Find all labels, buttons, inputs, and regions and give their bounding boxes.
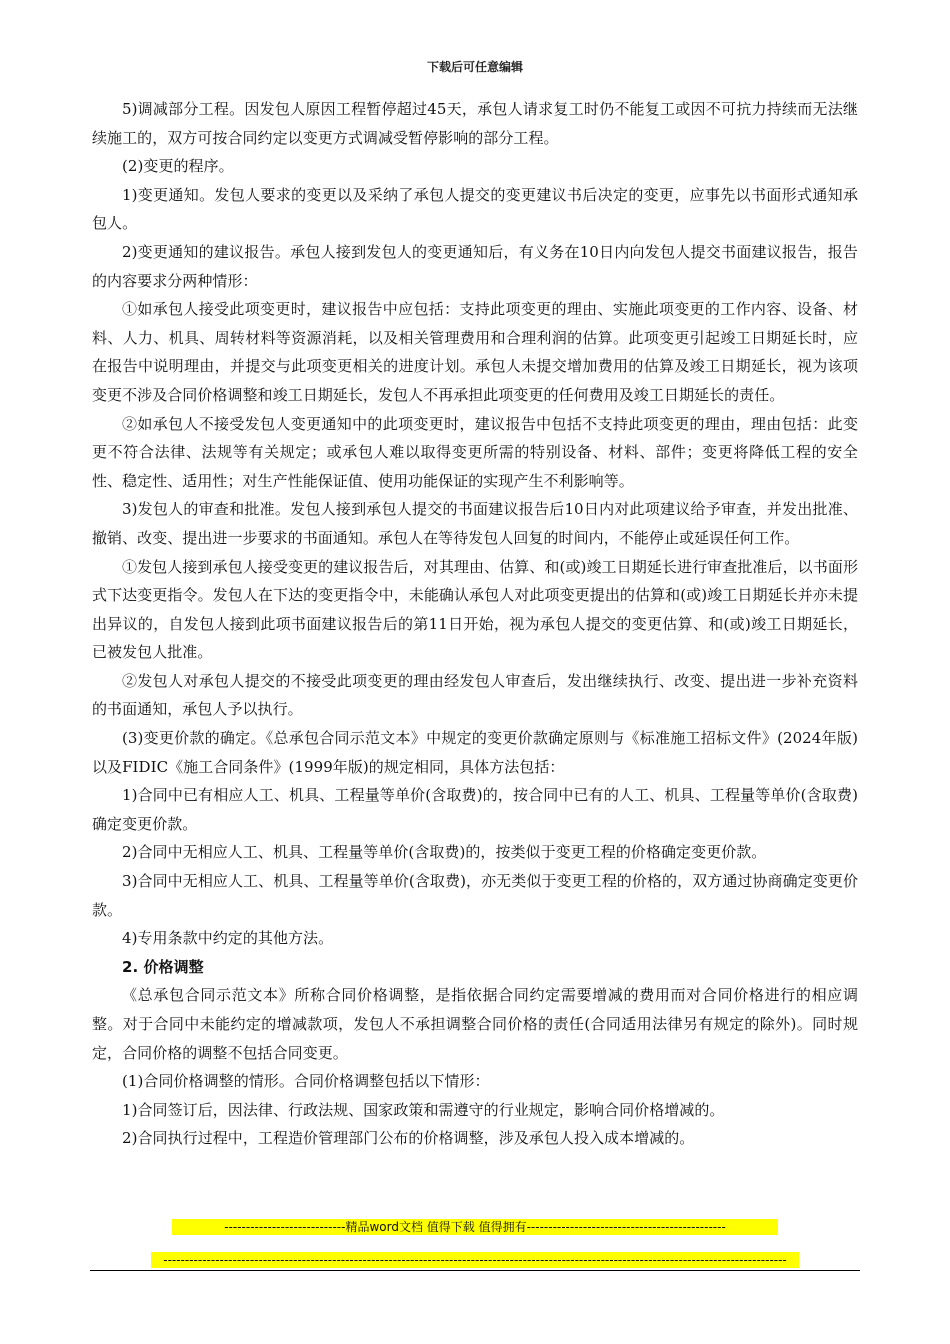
paragraph-case-1: 1)合同签订后，因法律、行政法规、国家政策和需遵守的行业规定，影响合同价格增减的。 [122, 1100, 725, 1119]
paragraph-approval-accept: ①发包人接到承包人接受变更的建议报告后，对其理由、估算、和(或)竣工日期延长进行审查批准后，以书面形式下达变更指令。发包人在下达的变更指令中，未能确认承包人对此项变更提出的估算和(或)竣工日期延长并亦未提出异议的，自发包人接到此项书面建议报告后的第11日开始，视为承包人提交的变更估算、和(或)竣工日期延长，已被发包人批准。 [92, 557, 858, 662]
footer-banner-dashes [0, 1252, 950, 1272]
bottom-divider [90, 1270, 860, 1271]
footer-banner-promo [0, 1219, 950, 1239]
paragraph-method-3: 3)合同中无相应人工、机具、工程量等单价(含取费)，亦无类似于变更工程的价格的，双方通过协商确定变更价款。 [92, 872, 858, 919]
paragraph-method-2: 2)合同中无相应人工、机具、工程量等单价(含取费)的，按类似于变更工程的价格确定变更价款。 [122, 843, 767, 862]
paragraph-review-approval: 3)发包人的审查和批准。发包人接到承包人提交的书面建议报告后10日内对此项建议给予审查，并发出批准、撤销、改变、提出进一步要求的书面通知。承包人在等待发包人回复的时间内，不能停止或延误任何工作。 [92, 500, 858, 547]
paragraph-reduce-works: 5)调减部分工程。因发包人原因工程暂停超过45天，承包人请求复工时仍不能复工或因不可抗力持续而无法继续施工的，双方可按合同约定以变更方式调减受暂停影响的部分工程。 [92, 100, 858, 147]
paragraph-method-1: 1)合同中已有相应人工、机具、工程量等单价(含取费)的，按合同中已有的人工、机具、工程量等单价(含取费)确定变更价款。 [92, 786, 858, 833]
footer-banner-promo-text: ----------------------------精品word文档 值得下载 值得拥有---------------------------------------------- [172, 1219, 778, 1235]
paragraph-change-notice: 1)变更通知。发包人要求的变更以及采纳了承包人提交的变更建议书后决定的变更，应事先以书面形式通知承包人。 [92, 185, 858, 233]
paragraph-reject-change: ②如承包人不接受发包人变更通知中的此项变更时，建议报告中包括不支持此项变更的理由，理由包括：此变更不符合法律、法规等有关规定；或承包人难以取得变更所需的特别设备、材料、部件；变更将降低工程的安全性、稳定性、适用性；对生产性能保证值、使用功能保证的实现产生不利影响等。 [92, 414, 858, 490]
paragraph-adjustment-cases: (1)合同价格调整的情形。合同价格调整包括以下情形： [122, 1072, 490, 1091]
paragraph-accept-change: ①如承包人接受此项变更时，建议报告中应包括：支持此项变更的理由、实施此项变更的工作内容、设备、材料、人力、机具、周转材料等资源消耗，以及相关管理费用和合理利润的估算。此项变更引起竣工日期延长时，应在报告中说明理由，并提交与此项变更相关的进度计划。承包人未提交增加费用的估算及竣工日期延长，视为该项变更不涉及合同价格调整和竣工日期延长，发包人不再承担此项变更的任何费用及竣工日期延长的责任。 [92, 300, 858, 404]
paragraph-change-price: (3)变更价款的确定。《总承包合同示范文本》中规定的变更价款确定原则与《标准施工招标文件》(2024年版)以及FIDIC《施工合同条件》(1999年版)的规定相同，具体方法包括： [92, 729, 858, 776]
document-body [92, 95, 858, 1153]
section-heading-price-adjustment: 2. 价格调整 [122, 957, 204, 976]
paragraph-method-4: 4)专用条款中约定的其他方法。 [122, 929, 334, 948]
paragraph-change-procedure: (2)变更的程序。 [122, 157, 234, 176]
paragraph-case-2: 2)合同执行过程中，工程造价管理部门公布的价格调整，涉及承包人投入成本增减的。 [122, 1129, 695, 1148]
footer-banner-dashes-text: ------------------------------------------------------------------------------------------------------------------------------------------------ [151, 1252, 799, 1268]
paragraph-approval-reject: ②发包人对承包人提交的不接受此项变更的理由经发包人审查后，发出继续执行、改变、提出进一步补充资料的书面通知，承包人予以执行。 [92, 671, 858, 719]
paragraph-price-adjustment-def: 《总承包合同示范文本》所称合同价格调整，是指依据合同约定需要增减的费用而对合同价格进行的相应调整。对于合同中未能约定的增减款项，发包人不承担调整合同价格的责任(合同适用法律另有规定的除外)。同时规定，合同价格的调整不包括合同变更。 [92, 986, 858, 1062]
paragraph-proposal-report: 2)变更通知的建议报告。承包人接到发包人的变更通知后，有义务在10日内向发包人提交书面建议报告，报告的内容要求分两种情形： [92, 242, 858, 290]
page-header: 下载后可任意编辑 [426, 60, 523, 74]
